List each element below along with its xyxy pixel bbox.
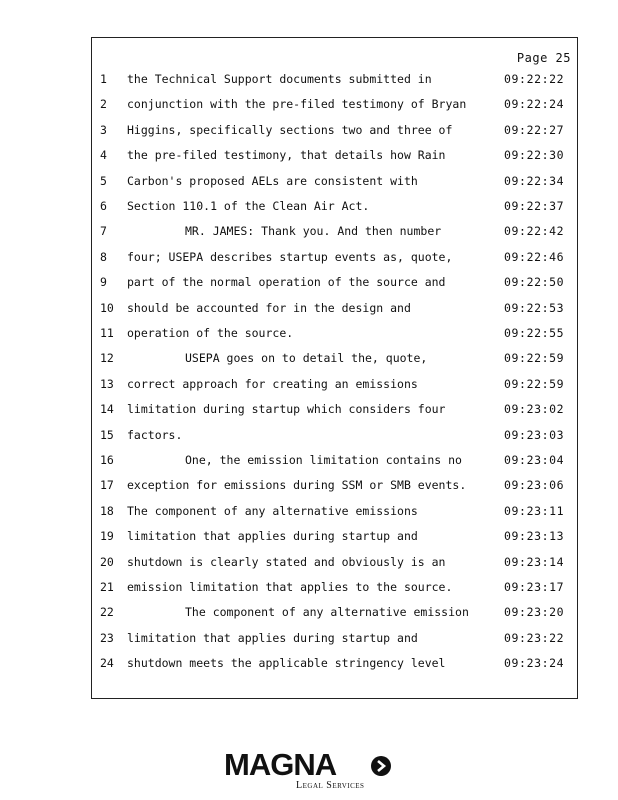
line-number: 1 [100,72,107,86]
line-timestamp: 09:22:30 [504,148,565,163]
line-number: 7 [100,224,107,239]
line-number: 4 [100,148,107,163]
transcript-line [92,580,577,600]
line-timestamp: 09:23:13 [504,529,565,544]
line-text: The component of any alternative emission [185,605,469,620]
transcript-line [92,275,577,295]
line-text: USEPA goes on to detail the, quote, [185,351,428,366]
line-text: emission limitation that applies to the source. [127,580,453,594]
page-number: Page 25 [516,51,571,65]
line-timestamp: 09:23:14 [504,554,565,569]
line-number: 6 [100,199,107,213]
logo-wordmark: MAGNA [224,747,337,782]
line-text: limitation that applies during startup and [127,630,418,645]
line-text: exception for emissions during SSM or SMB events. [127,478,467,493]
line-text: operation of the source. [127,326,294,340]
line-number: 11 [100,326,114,340]
line-number: 15 [100,427,114,442]
logo-tagline: Legal Services [296,780,365,791]
line-text: should be accounted for in the design and [127,300,411,315]
line-number: 16 [100,453,114,467]
line-timestamp: 09:22:55 [504,326,565,340]
transcript-line [92,250,577,270]
transcript-line [92,504,577,524]
transcript-line [92,97,577,117]
transcript-line [92,174,577,194]
transcript-line [92,326,577,346]
line-number: 10 [100,300,114,315]
line-number: 13 [100,376,114,391]
transcript-line [92,478,577,498]
line-text: Section 110.1 of the Clean Air Act. [127,199,370,213]
line-text: One, the emission limitation contains no [185,453,462,467]
line-number: 5 [100,173,107,188]
line-timestamp: 09:22:22 [504,72,565,86]
chevron-right-circle-icon [370,755,392,777]
line-number: 19 [100,529,114,544]
line-timestamp: 09:23:06 [504,478,565,493]
line-number: 9 [100,275,107,290]
line-timestamp: 09:22:42 [504,224,565,239]
transcript-line [92,72,577,92]
line-number: 14 [100,402,114,417]
line-timestamp: 09:22:50 [504,275,565,290]
transcript-line [92,605,577,625]
line-number: 20 [100,554,114,569]
line-text: MR. JAMES: Thank you. And then number [185,224,442,239]
transcript-line [92,529,577,549]
line-number: 3 [100,122,107,137]
transcript-line [92,631,577,651]
transcript-line [92,123,577,143]
line-text: four; USEPA describes startup events as, quote, [127,249,453,264]
transcript-line [92,199,577,219]
transcript-line [92,148,577,168]
line-number: 21 [100,580,114,594]
transcript-line [92,555,577,575]
line-timestamp: 09:22:46 [504,249,565,264]
line-timestamp: 09:23:03 [504,427,565,442]
line-text: conjunction with the pre-filed testimony of Bryan [127,97,467,112]
transcript-line [92,351,577,371]
line-text: shutdown is clearly stated and obviously is an [127,554,446,569]
line-text: Higgins, specifically sections two and three of [127,122,453,137]
line-timestamp: 09:23:20 [504,605,565,620]
line-text: Carbon's proposed AELs are consistent with [127,173,418,188]
line-number: 12 [100,351,114,366]
line-number: 18 [100,503,114,518]
line-timestamp: 09:22:53 [504,300,565,315]
transcript-line [92,377,577,397]
transcript-line [92,453,577,473]
line-number: 17 [100,478,114,493]
line-timestamp: 09:22:27 [504,122,565,137]
line-text: The component of any alternative emissions [127,503,418,518]
line-number: 2 [100,97,107,112]
line-text: limitation that applies during startup and [127,529,418,544]
line-timestamp: 09:23:02 [504,402,565,417]
line-number: 23 [100,630,114,645]
line-text: limitation during startup which considers four [127,402,446,417]
transcript-page [91,37,578,699]
line-timestamp: 09:23:24 [504,656,565,671]
line-text: factors. [127,427,183,442]
line-number: 22 [100,605,114,620]
line-number: 24 [100,656,114,671]
line-timestamp: 09:23:22 [504,630,565,645]
line-text: the pre-filed testimony, that details how Rain [127,148,446,163]
line-text: correct approach for creating an emissions [127,376,418,391]
line-text: shutdown meets the applicable stringency level [127,656,446,671]
line-timestamp: 09:23:11 [504,503,565,518]
transcript-line [92,656,577,676]
line-timestamp: 09:23:04 [504,453,565,467]
transcript-line [92,402,577,422]
transcript-line [92,428,577,448]
transcript-line [92,224,577,244]
transcript-line [92,301,577,321]
line-timestamp: 09:22:24 [504,97,565,112]
line-timestamp: 09:22:34 [504,173,565,188]
line-timestamp: 09:22:59 [504,376,565,391]
line-timestamp: 09:22:59 [504,351,565,366]
line-text: part of the normal operation of the source and [127,275,446,290]
line-text: the Technical Support documents submitted in [127,72,432,86]
magna-logo [224,748,394,792]
line-number: 8 [100,249,107,264]
line-timestamp: 09:23:17 [504,580,565,594]
line-timestamp: 09:22:37 [504,199,565,213]
